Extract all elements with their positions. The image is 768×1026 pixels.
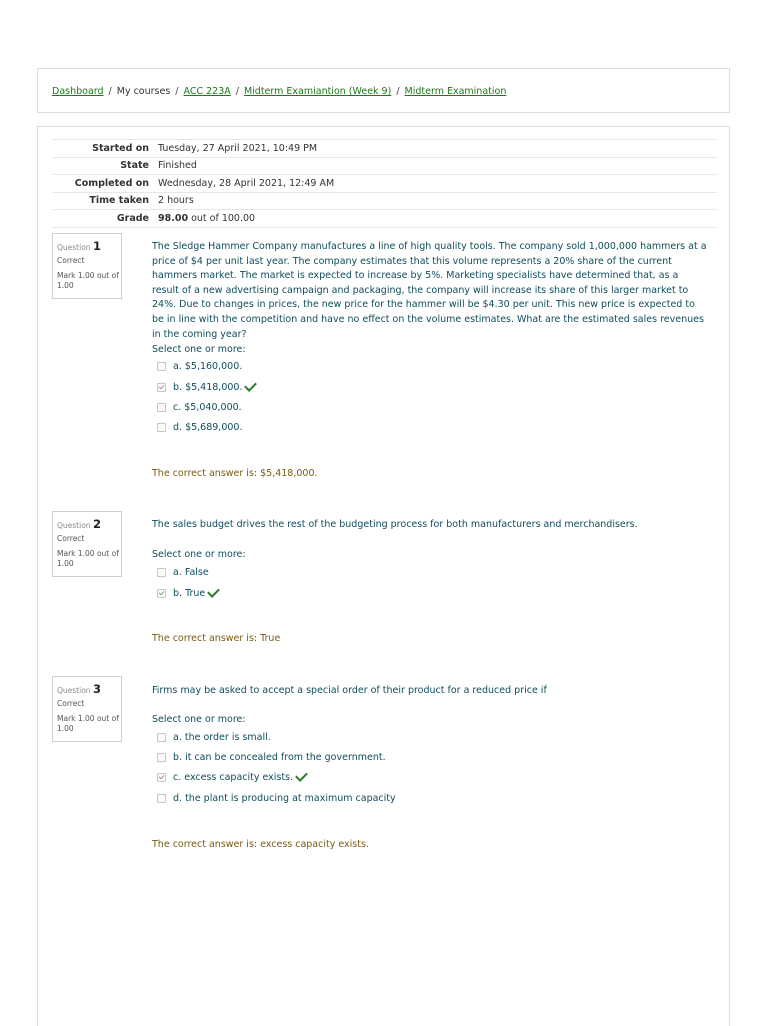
grade-total: out of 100.00 [188, 212, 256, 224]
summary-label: Completed on [52, 175, 158, 193]
question-info-3 [52, 676, 122, 742]
checkbox[interactable] [157, 362, 166, 371]
summary-value: Tuesday, 27 April 2021, 10:49 PM [158, 140, 717, 158]
breadcrumb-separator: / [235, 86, 239, 97]
question-mark: Mark 1.00 out of 1.00 [57, 713, 119, 734]
grade-score: 98.00 [158, 212, 189, 224]
summary-label: Grade [52, 210, 158, 228]
summary-row-started [52, 140, 717, 158]
summary-label: Started on [52, 140, 158, 158]
question-info-1 [52, 233, 122, 299]
select-prompt: Select one or more: [152, 714, 246, 725]
question-label: Question [57, 243, 91, 252]
checkbox-checked[interactable] [157, 589, 166, 598]
answer-option[interactable] [157, 751, 386, 763]
summary-label: State [52, 157, 158, 175]
answer-option[interactable] [157, 421, 242, 433]
breadcrumb-quiz-link[interactable]: Midterm Examination [404, 86, 507, 97]
answer-option[interactable] [157, 401, 242, 413]
checkbox[interactable] [157, 753, 166, 762]
answer-option[interactable] [157, 792, 396, 804]
attempt-summary-table [52, 139, 717, 228]
breadcrumb-separator: / [396, 86, 400, 97]
question-info-2 [52, 511, 122, 577]
summary-row-grade [52, 210, 717, 228]
question-label: Question [57, 521, 91, 530]
breadcrumb-my-courses: My courses [116, 86, 171, 97]
checkbox[interactable] [157, 733, 166, 742]
checkbox[interactable] [157, 794, 166, 803]
option-label: c. $5,040,000. [173, 401, 242, 413]
question-state: Correct [57, 699, 85, 709]
option-label: a. False [173, 566, 209, 578]
answer-option-selected[interactable] [157, 771, 305, 783]
correct-answer-feedback: The correct answer is: excess capacity exists. [152, 839, 369, 850]
breadcrumb-section-link[interactable]: Midterm Examiantion (Week 9) [243, 86, 392, 97]
answer-option[interactable] [157, 731, 271, 743]
answer-option[interactable] [157, 566, 209, 578]
answer-option-selected[interactable] [157, 381, 254, 393]
breadcrumb [52, 86, 506, 97]
breadcrumb-panel [37, 68, 730, 113]
option-label: b. $5,418,000. [173, 381, 243, 393]
breadcrumb-separator: / [175, 86, 179, 97]
answer-option-selected[interactable] [157, 587, 217, 599]
option-label: b. it can be concealed from the government. [173, 751, 386, 763]
correct-answer-feedback: The correct answer is: True [152, 633, 281, 644]
option-label: b. True [173, 587, 206, 599]
question-label: Question [57, 686, 91, 695]
question-number: 2 [92, 517, 101, 531]
summary-value: 2 hours [158, 192, 717, 210]
question-state: Correct [57, 534, 85, 544]
checkbox[interactable] [157, 403, 166, 412]
answer-option[interactable] [157, 360, 242, 372]
summary-value: Finished [158, 157, 717, 175]
option-label: d. the plant is producing at maximum capacity [173, 792, 396, 804]
question-number: 3 [92, 682, 101, 696]
option-label: a. $5,160,000. [173, 360, 243, 372]
summary-label: Time taken [52, 192, 158, 210]
select-prompt: Select one or more: [152, 344, 246, 355]
summary-row-time-taken [52, 192, 717, 210]
summary-value: Wednesday, 28 April 2021, 12:49 AM [158, 175, 717, 193]
checkbox[interactable] [157, 423, 166, 432]
question-text-2: The sales budget drives the rest of the budgeting process for both manufacturers and merchandisers. [152, 519, 638, 530]
option-label: a. the order is small. [173, 731, 271, 743]
checkbox-checked[interactable] [157, 773, 166, 782]
option-label: c. excess capacity exists. [173, 771, 294, 783]
question-mark: Mark 1.00 out of 1.00 [57, 270, 119, 291]
question-state: Correct [57, 256, 85, 266]
question-number: 1 [92, 239, 101, 253]
correct-answer-feedback: The correct answer is: $5,418,000. [152, 468, 318, 479]
checkbox[interactable] [157, 568, 166, 577]
checkbox-checked[interactable] [157, 383, 166, 392]
question-text-3: Firms may be asked to accept a special order of their product for a reduced price if [152, 685, 547, 696]
grade-value [158, 210, 717, 228]
question-text-1: The Sledge Hammer Company manufactures a line of high quality tools. The company sold 1,000,000 hammers at a price of $4 per unit last year. The company estimates that this volume represents a 20% share of the current hammers market. The market is expected to increase by 5%. Marketing specialists have determined that, as a result of a new advertising campaign and packaging, the company will increase its share of this larger market to 24%. Due to changes in prices, the new price for the hammer will be $4.30 per unit. This new price is expected to be in line with the competition and have no effect on the volume estimates. What are the estimated sales revenues in the coming year? [152, 241, 707, 340]
summary-row-state [52, 157, 717, 175]
question-mark: Mark 1.00 out of 1.00 [57, 548, 119, 569]
summary-row-completed [52, 175, 717, 193]
breadcrumb-course-link[interactable]: ACC 223A [183, 86, 231, 97]
select-prompt: Select one or more: [152, 549, 246, 560]
breadcrumb-separator: / [108, 86, 112, 97]
option-label: d. $5,689,000. [173, 421, 243, 433]
breadcrumb-dashboard-link[interactable]: Dashboard [52, 86, 104, 97]
